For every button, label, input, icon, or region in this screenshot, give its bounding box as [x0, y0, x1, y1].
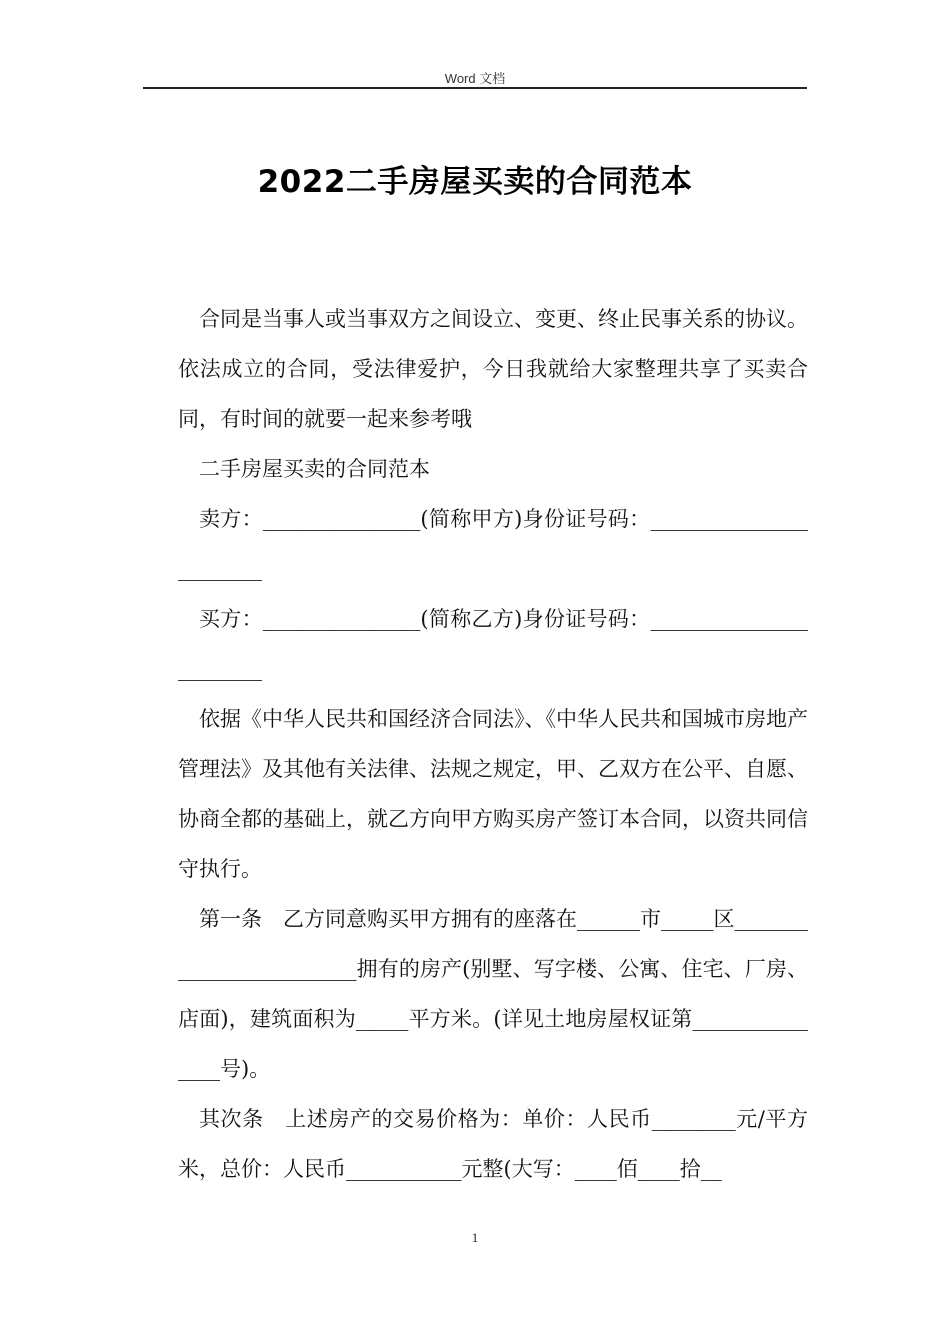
article-one-paragraph: 第一条 乙方同意购买甲方拥有的座落在______市_____区________________________拥有的房产(别墅、写字楼、公寓、住宅、厂房、店面)，建筑面积为_____平方米。(详见土地房屋权证第_______________号)。 — [178, 907, 808, 1081]
legal-basis-paragraph: 依据《中华人民共和国经济合同法》、《中华人民共和国城市房地产管理法》及其他有关法律、法规之规定，甲、乙双方在公平、自愿、协商全都的基础上，就乙方向甲方购买房产签订本合同，以资共同信守执行。 — [178, 707, 808, 881]
seller-line: 卖方：_______________(简称甲方)身份证号码：_______________________ — [178, 507, 808, 581]
article-two-paragraph: 其次条 上述房产的交易价格为：单价：人民币________元/平方米，总价：人民币___________元整(大写：____佰____拾__ — [178, 1107, 808, 1181]
document-title: 2022二手房屋买卖的合同范本 — [257, 164, 693, 200]
header-divider — [143, 87, 807, 89]
page-number: 1 — [471, 1230, 479, 1245]
contract-heading: 二手房屋买卖的合同范本 — [199, 457, 430, 481]
document-body — [178, 294, 808, 1194]
page-header-label: Word 文档 — [444, 71, 506, 86]
intro-paragraph: 合同是当事人或当事双方之间设立、变更、终止民事关系的协议。依法成立的合同，受法律爱护，今日我就给大家整理共享了买卖合同，有时间的就要一起来参考哦 — [178, 307, 808, 431]
buyer-line: 买方：_______________(简称乙方)身份证号码：_______________________ — [178, 607, 808, 681]
